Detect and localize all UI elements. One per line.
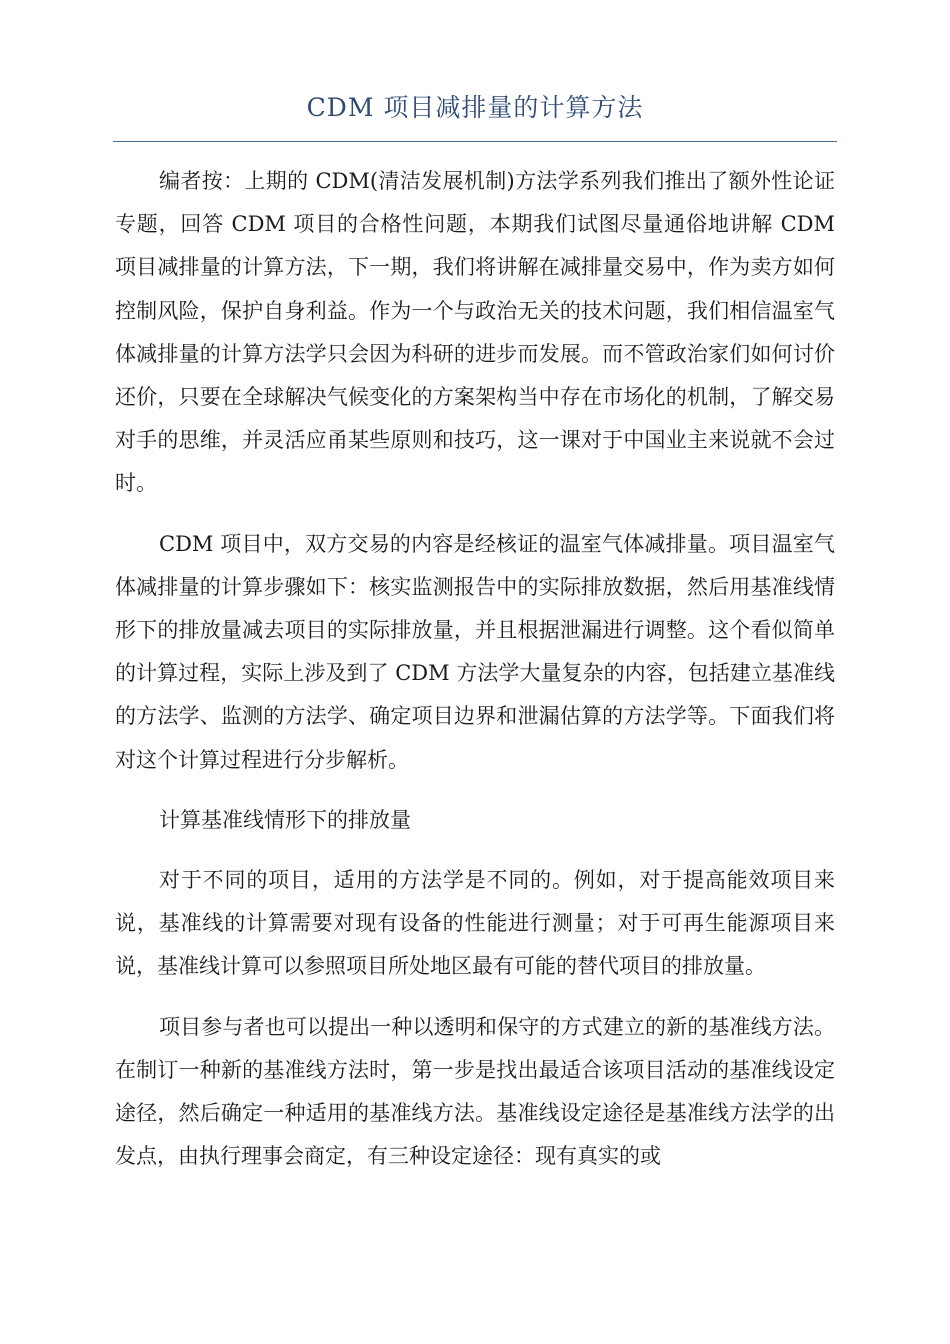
paragraph-calculation-overview: CDM 项目中，双方交易的内容是经核证的温室气体减排量。项目温室气体减排量的计算步骤如下：核实监测报告中的实际排放数据，然后用基准线情形下的排放量减去项目的实际排放量，并且根据泄漏进行调整。这个看似简单的计算过程，实际上涉及到了 CDM 方法学大量复杂的内容，包括建立基准线的方法学、监测的方法学、确定项目边界和泄漏估算的方法学等。下面我们将对这个计算过程进行分步解析。: [115, 531, 835, 772]
paragraph-editor-note: 编者按：上期的 CDM(清洁发展机制)方法学系列我们推出了额外性论证专题，回答 CDM 项目的合格性问题，本期我们试图尽量通俗地讲解 CDM 项目减排量的计算方法，下一期，我们将讲解在减排量交易中，作为卖方如何控制风险，保护自身利益。作为一个与政治无关的技术问题，我们相信温室气体减排量的计算方法学只会因为科研的进步而发展。而不管政治家们如何讨价还价，只要在全球解决气候变化的方案架构当中存在市场化的机制，了解交易对手的思维，并灵活应甬某些原则和技巧，这一课对于中国业主来说就不会过时。: [115, 169, 835, 496]
paragraph-new-baseline-method: 项目参与者也可以提出一种以透明和保守的方式建立的新的基准线方法。在制订一种新的基准线方法时，第一步是找出最适合该项目活动的基准线设定途径，然后确定一种适用的基准线方法。基准线设定途径是基准线方法学的出发点，由执行理事会商定，有三种设定途径：现有真实的或: [115, 1014, 835, 1169]
title-divider: [113, 141, 837, 142]
paragraph-methodology-difference: 对于不同的项目，适用的方法学是不同的。例如，对于提高能效项目来说，基准线的计算需要对现有设备的性能进行测量；对于可再生能源项目来说，基准线计算可以参照项目所处地区最有可能的替代项目的排放量。: [115, 868, 835, 979]
document-title: CDM 项目减排量的计算方法: [306, 93, 644, 122]
document-body: [115, 160, 835, 1195]
section-heading-baseline: 计算基准线情形下的排放量: [159, 807, 411, 832]
